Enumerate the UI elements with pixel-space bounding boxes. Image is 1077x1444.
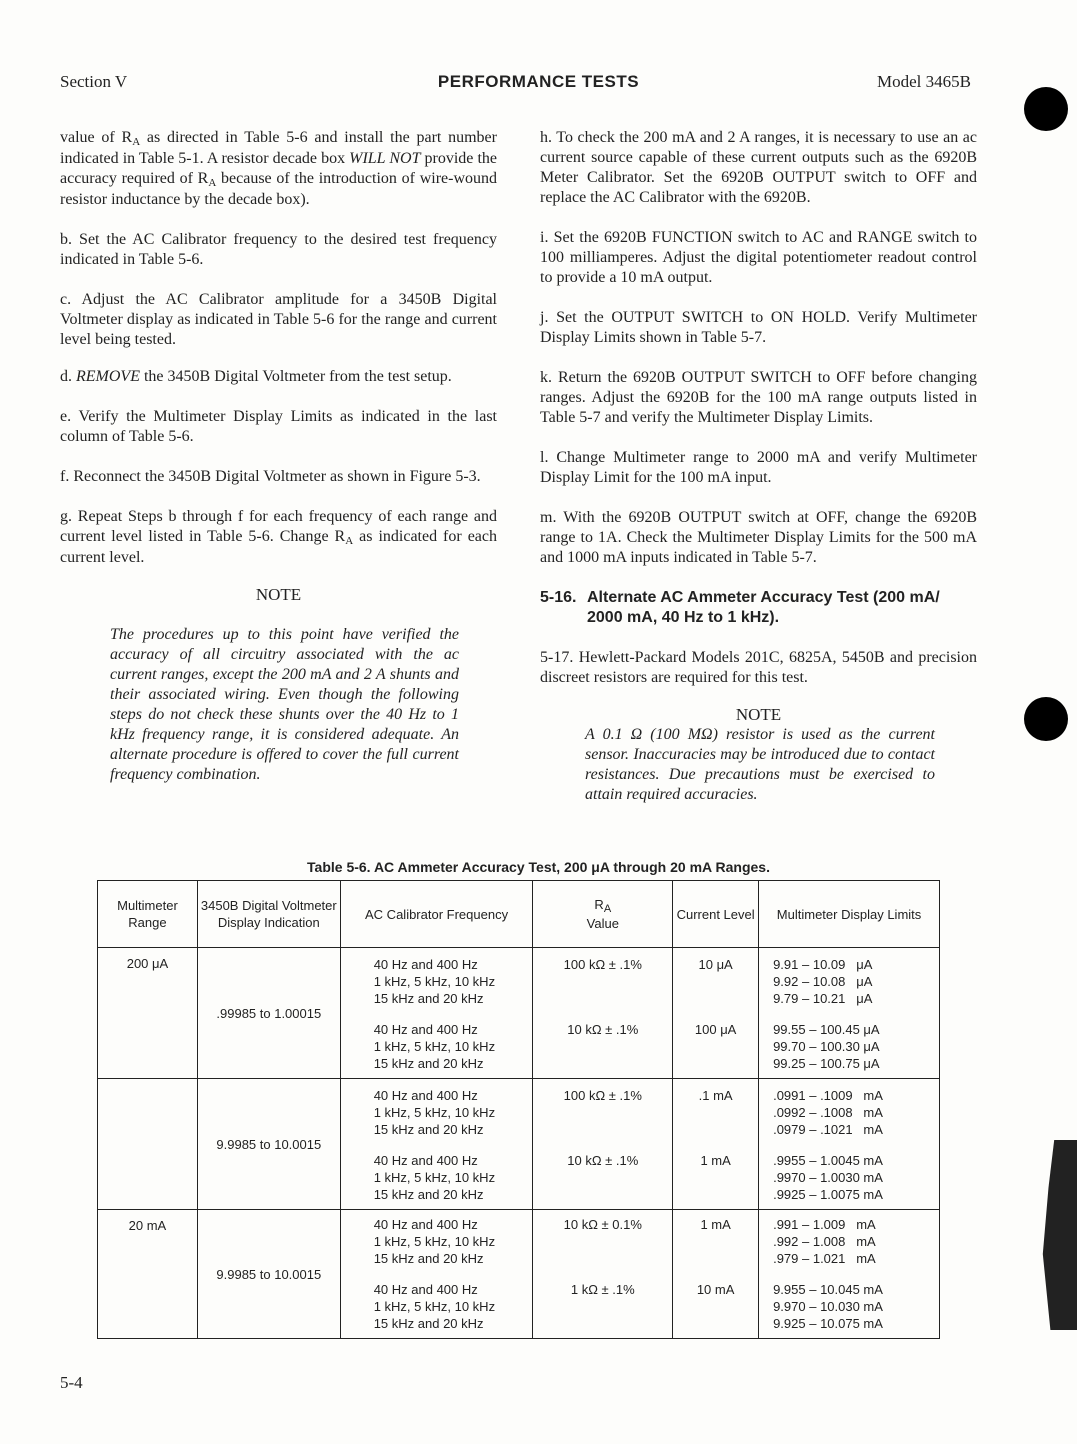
header-range: Multimeter Range (98, 881, 198, 948)
display-limit-line: 9.970 – 10.030 mA (773, 1299, 883, 1314)
ra-value: 10 kΩ ± .1% (567, 1022, 639, 1037)
cell-current (673, 1210, 759, 1339)
note-body-left: The procedures up to this point have verified the accuracy of all circuitry associated with the ac current ranges, except the 200 mA and 2 A shunts and their associated wiring. Even though the following steps do not check these shunts over the 40 Hz to 1 kHz frequency range, it is considered adequate. An alternate procedure is offered to cover the full current frequency combination. (110, 626, 459, 783)
left-column (60, 128, 497, 785)
cell-dvm: .99985 to 1.00015 (197, 948, 340, 1079)
frequency-line: 15 kHz and 20 kHz (373, 1056, 484, 1071)
table-caption: Table 5-6. AC Ammeter Accuracy Test, 200 μA through 20 mA Ranges. (307, 859, 770, 875)
current-level: 100 μA (694, 1022, 737, 1037)
header-current: Current Level (673, 881, 759, 948)
current-level: 10 μA (698, 957, 733, 972)
frequency-line: 15 kHz and 20 kHz (373, 991, 484, 1006)
display-limit-line: .979 – 1.021 mA (773, 1251, 876, 1266)
ra-value: 1 kΩ ± .1% (570, 1282, 635, 1297)
frequency-line: 15 kHz and 20 kHz (373, 1316, 484, 1331)
step-g: g. Repeat Steps b through f for each frequency of each range and current level listed in Table 5-6. Change RA as indicated for each current level. (60, 508, 497, 566)
table-row (98, 948, 940, 1079)
frequency-line: 1 kHz, 5 kHz, 10 kHz (373, 1234, 496, 1249)
display-limit-line: .991 – 1.009 mA (773, 1217, 876, 1232)
display-limit-line: .0992 – .1008 mA (773, 1105, 883, 1120)
frequency-line: 40 Hz and 400 Hz (373, 1282, 478, 1297)
note-heading-right: NOTE (735, 705, 782, 724)
cell-current (673, 948, 759, 1079)
cell-range (98, 1079, 198, 1210)
cell-range: 200 μA (98, 948, 198, 1079)
punch-hole-top (1024, 87, 1068, 131)
frequency-line: 40 Hz and 400 Hz (373, 1088, 478, 1103)
frequency-line: 1 kHz, 5 kHz, 10 kHz (373, 1299, 496, 1314)
display-limit-line: .9925 – 1.0075 mA (773, 1187, 883, 1202)
frequency-line: 1 kHz, 5 kHz, 10 kHz (373, 1105, 496, 1120)
frequency-line: 40 Hz and 400 Hz (373, 1217, 478, 1232)
step-h: h. To check the 200 mA and 2 A ranges, it is necessary to use an ac current source capable of these current outputs such as the 6920B Meter Calibrator. Set the 6920B OUTPUT switch to OFF and replace the AC Calibrator with the 6920B. (540, 129, 977, 206)
cell-dvm: 9.9985 to 10.0015 (197, 1210, 340, 1339)
display-limit-line: 99.55 – 100.45 μA (773, 1022, 880, 1037)
frequency-line: 1 kHz, 5 kHz, 10 kHz (373, 1039, 496, 1054)
display-limit-line: 99.70 – 100.30 μA (773, 1039, 880, 1054)
cell-dvm: 9.9985 to 10.0015 (197, 1079, 340, 1210)
page-number: 5-4 (60, 1373, 83, 1392)
frequency-line: 40 Hz and 400 Hz (373, 957, 478, 972)
frequency-line: 40 Hz and 400 Hz (373, 1022, 478, 1037)
step-j: j. Set the OUTPUT SWITCH to ON HOLD. Verify Multimeter Display Limits shown in Table 5-7. (540, 309, 977, 346)
current-level: .1 mA (698, 1088, 733, 1103)
step-i: i. Set the 6920B FUNCTION switch to AC and RANGE switch to 100 milliamperes. Adjust the digital potentiometer readout control to provide a 10 mA output. (540, 229, 977, 286)
note-heading-left: NOTE (255, 585, 302, 604)
step-b: b. Set the AC Calibrator frequency to the desired test frequency indicated in Table 5-6. (60, 231, 497, 268)
display-limit-line: 9.92 – 10.08 μA (773, 974, 873, 989)
current-level: 1 mA (700, 1217, 731, 1232)
header-ra: $R_A$ Value (533, 881, 673, 948)
cell-limits (759, 948, 940, 1079)
cell-frequency (340, 1079, 533, 1210)
display-limit-line: 9.925 – 10.075 mA (773, 1316, 883, 1331)
display-limit-line: .9970 – 1.0030 mA (773, 1170, 883, 1185)
page-title: PERFORMANCE TESTS (437, 72, 640, 91)
header-limits: Multimeter Display Limits (759, 881, 940, 948)
step-m: m. With the 6920B OUTPUT switch at OFF, change the 6920B range to 1A. Check the Multimeter Display Limits for the 500 mA and 1000 mA inputs indicated in Table 5-7. (540, 509, 977, 566)
frequency-line: 1 kHz, 5 kHz, 10 kHz (373, 1170, 496, 1185)
cell-limits (759, 1210, 940, 1339)
step-f: f. Reconnect the 3450B Digital Voltmeter as shown in Figure 5-3. (60, 468, 481, 485)
frequency-line: 15 kHz and 20 kHz (373, 1251, 484, 1266)
cell-ra-value (533, 1079, 673, 1210)
paragraph-ra-value: value of RA as directed in Table 5-6 and install the part number indicated in Table 5-1. A resistor decade box WILL NOT provide the accuracy required of RA because of the introduction of wire-wound resistor inductance by the decade box). (60, 129, 498, 208)
display-limit-line: .9955 – 1.0045 mA (773, 1153, 883, 1168)
frequency-line: 1 kHz, 5 kHz, 10 kHz (373, 974, 496, 989)
page-edge-shadow (1039, 1140, 1077, 1330)
table-row (98, 1210, 940, 1339)
ra-value: 100 kΩ ± .1% (563, 1088, 642, 1103)
ac-ammeter-table (97, 880, 940, 1339)
step-l: l. Change Multimeter range to 2000 mA and verify Multimeter Display Limit for the 100 mA input. (540, 449, 977, 486)
right-column (540, 128, 977, 805)
punch-hole-middle (1024, 697, 1068, 741)
display-limit-line: .0979 – .1021 mA (773, 1122, 883, 1137)
cell-frequency (340, 1210, 533, 1339)
display-limit-line: 9.91 – 10.09 μA (773, 957, 873, 972)
frequency-line: 15 kHz and 20 kHz (373, 1122, 484, 1137)
display-limit-line: 99.25 – 100.75 μA (773, 1056, 880, 1071)
cell-range: 20 mA (98, 1210, 198, 1339)
display-limit-line: .0991 – .1009 mA (773, 1088, 883, 1103)
step-c: c. Adjust the AC Calibrator amplitude for a 3450B Digital Voltmeter display as indicated in Table 5-6 for the range and current level being tested. (60, 291, 497, 348)
section-label: Section V (60, 72, 128, 91)
model-label: Model 3465B (877, 72, 971, 91)
header-dvm: 3450B Digital Voltmeter Display Indication (197, 881, 340, 948)
table-row (98, 1079, 940, 1210)
step-k: k. Return the 6920B OUTPUT SWITCH to OFF before changing ranges. Adjust the 6920B for the 100 mA range outputs listed in Table 5-7 and verify the Multimeter Display Limits. (540, 369, 977, 426)
display-limit-line: .992 – 1.008 mA (773, 1234, 876, 1249)
ra-value: 100 kΩ ± .1% (563, 957, 642, 972)
ra-value: 10 kΩ ± .1% (567, 1153, 639, 1168)
cell-limits (759, 1079, 940, 1210)
display-limit-line: 9.955 – 10.045 mA (773, 1282, 883, 1297)
section-heading-5-16: 5-16. Alternate AC Ammeter Accuracy Test (200 mA/ 2000 mA, 40 Hz to 1 kHz). (540, 589, 940, 626)
current-level: 10 mA (696, 1282, 735, 1297)
cell-current (673, 1079, 759, 1210)
cell-ra-value (533, 948, 673, 1079)
display-limit-line: 9.79 – 10.21 μA (773, 991, 873, 1006)
frequency-line: 40 Hz and 400 Hz (373, 1153, 478, 1168)
header-frequency: AC Calibrator Frequency (340, 881, 533, 948)
step-d: d. REMOVE the 3450B Digital Voltmeter from the test setup. (60, 368, 452, 385)
ra-value: 10 kΩ ± 0.1% (563, 1217, 642, 1232)
note-body-right: A 0.1 Ω (100 MΩ) resistor is used as the current sensor. Inaccuracies may be introduced due to contact resistances. Due precautions must be exercised to attain required accuracies. (585, 726, 935, 803)
cell-ra-value (533, 1210, 673, 1339)
paragraph-5-17: 5-17. Hewlett-Packard Models 201C, 6825A, 5450B and precision discreet resistors are required for this test. (540, 649, 977, 686)
current-level: 1 mA (700, 1153, 731, 1168)
cell-frequency (340, 948, 533, 1079)
frequency-line: 15 kHz and 20 kHz (373, 1187, 484, 1202)
step-e: e. Verify the Multimeter Display Limits as indicated in the last column of Table 5-6. (60, 408, 497, 445)
